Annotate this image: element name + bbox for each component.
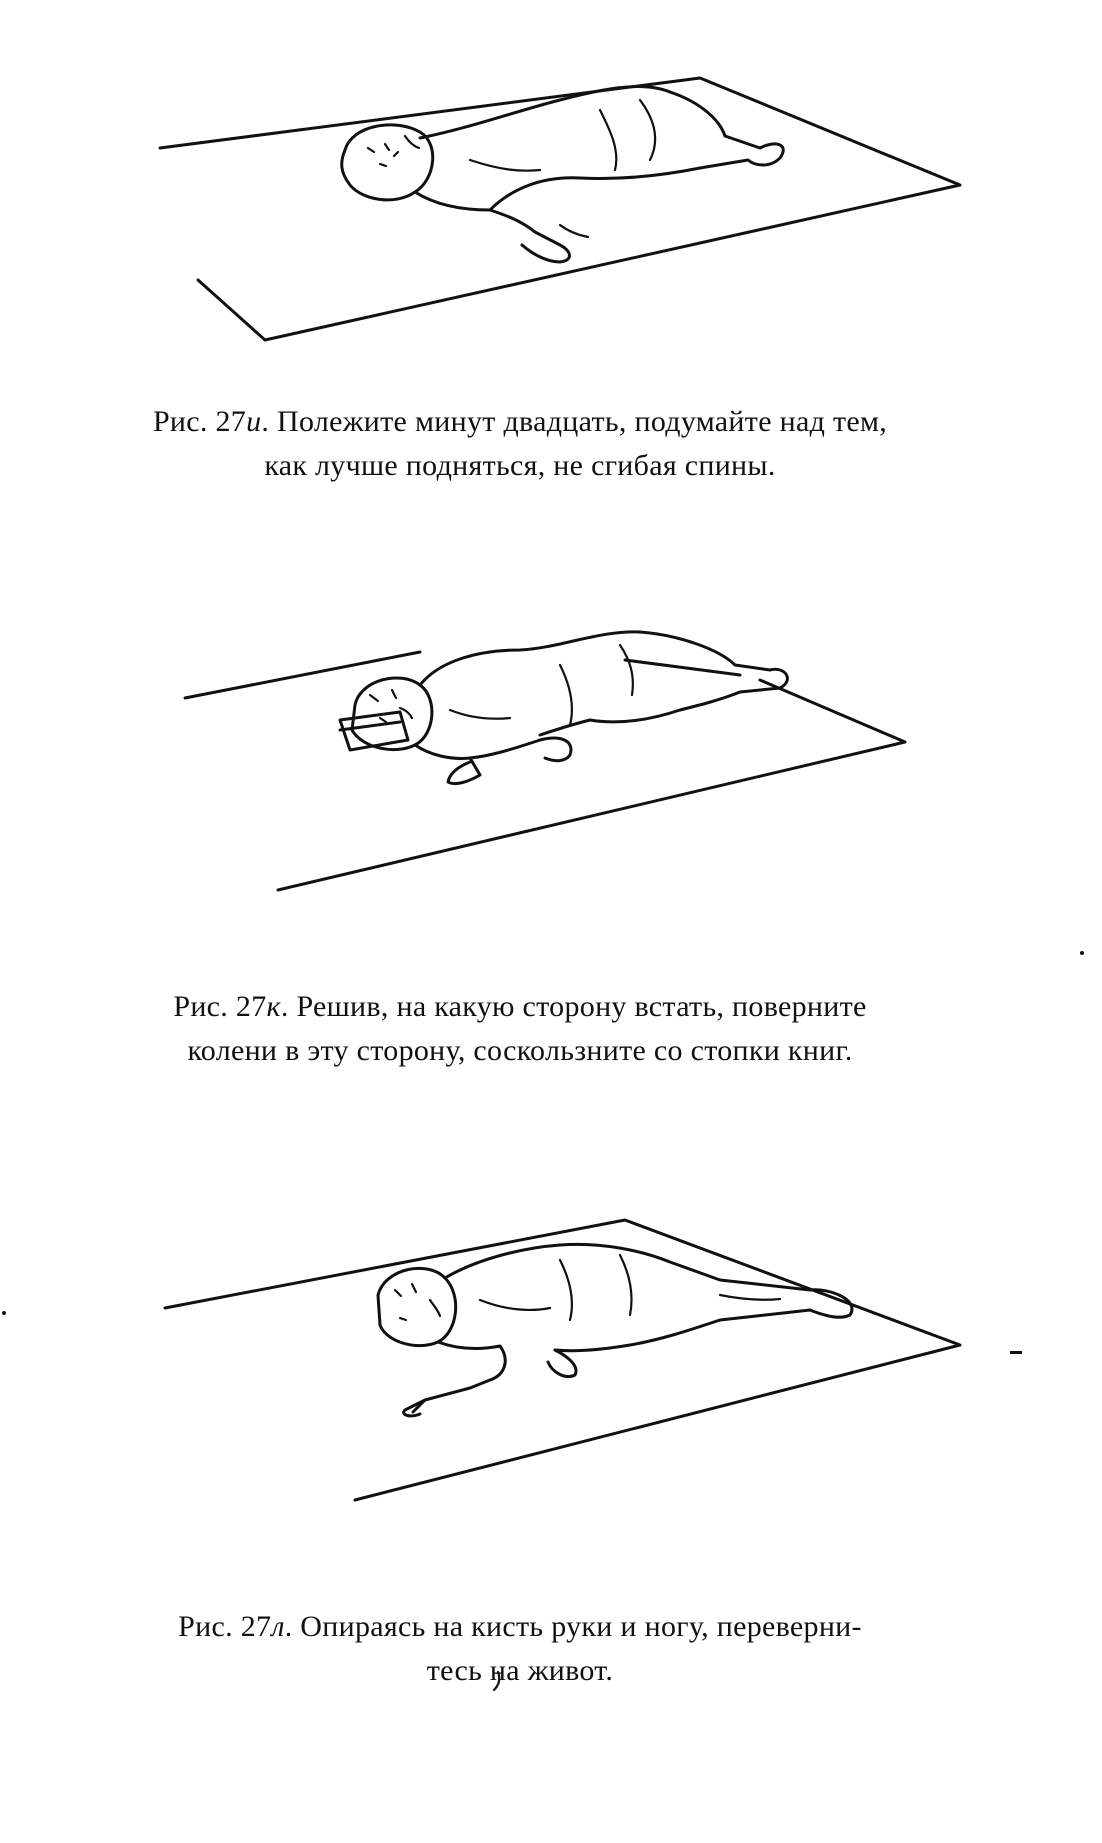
caption-27i-line2: как лучше подняться, не сгибая спины. <box>264 449 776 482</box>
figure-letter: к <box>266 990 281 1023</box>
caption-text: . Опираясь на кисть руки и ногу, переверни- <box>284 1610 862 1643</box>
speck-4 <box>494 1672 499 1690</box>
figure-label: Рис. 27 <box>173 990 267 1023</box>
figure-label: Рис. 27 <box>152 405 247 438</box>
caption-27l-line2: тесь на живот. <box>426 1654 614 1687</box>
speck-3 <box>1010 1351 1022 1354</box>
caption-text: . Полежите минут двадцать, подумайте над тем, <box>261 405 888 438</box>
figure-letter: и <box>246 405 262 438</box>
speck-1 <box>1080 951 1084 955</box>
speck-2 <box>2 1311 6 1315</box>
figure-letter: л <box>271 1610 285 1643</box>
caption-27k-line2: колени в эту сторону, соскользните со стопки книг. <box>187 1034 853 1067</box>
figure-label: Рис. 27 <box>178 1610 272 1643</box>
caption-text: . Решив, на какую сторону встать, поверните <box>280 990 867 1023</box>
